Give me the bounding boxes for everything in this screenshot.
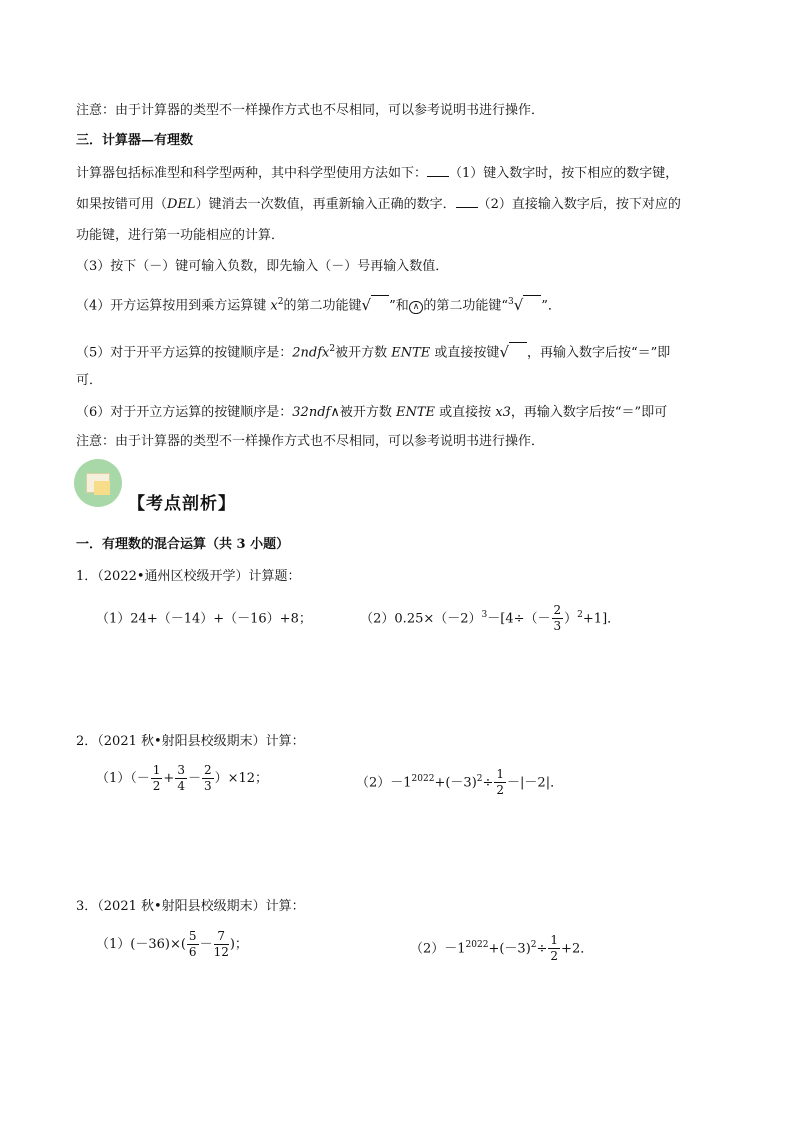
p6-text-c: 或直接按 xyxy=(435,405,496,420)
p4-text-a: （4）开方运算按用到乘方运算键 xyxy=(76,298,271,314)
q2-exp: 2022 xyxy=(411,774,435,784)
p1-text-e: （2）直接输入数字后，按下对应的 xyxy=(477,197,681,212)
paragraph-line-3: 功能键，进行第一功能相应的计算． xyxy=(76,228,285,243)
q2-part-2-c: ÷ xyxy=(482,775,494,791)
q3-part-2-d: +2． xyxy=(561,941,594,957)
paragraph-line-2 xyxy=(76,195,681,214)
q2-part-1-b: ）×12； xyxy=(214,771,269,786)
p1-text-c: 如果按错可用（ xyxy=(76,197,168,212)
question-3-part-1: （1）(－36)×( $\frac{5}{6}$ － $\frac{7}{12}$ )； xyxy=(96,929,248,959)
p6-code: 32ndf xyxy=(292,405,331,420)
p1-text-d: ）键消去一次数值，再重新输入正确的数字． xyxy=(195,197,456,212)
p5-ente: ENTE xyxy=(391,345,431,361)
p4-exp: 2 xyxy=(277,297,284,307)
q2-part-2-d: －|－2|． xyxy=(507,775,564,791)
p5-text-b: 被开方数 xyxy=(335,345,392,361)
q3-f2-num: 7 xyxy=(214,929,229,945)
p1-text-b: （1）键入数字时，按下相应的数字键， xyxy=(449,166,679,181)
question-1-title: 1．（2022•通州区校级开学）计算题： xyxy=(76,569,301,584)
sqrt-bar xyxy=(371,295,389,306)
paragraph-item-6 xyxy=(76,404,667,422)
p4-x: x xyxy=(270,298,278,314)
q2-f4-den: 2 xyxy=(496,783,505,798)
q3-f3-den: 2 xyxy=(550,949,559,964)
q2-f1-den: 2 xyxy=(152,779,161,793)
p4-text-d: 的第二功能键“ xyxy=(423,298,508,314)
question-2-part-2 xyxy=(356,762,563,800)
q1-part-2-e: +1]． xyxy=(582,611,621,627)
p5-text-d: ，再输入数字后按“＝”即 xyxy=(527,345,671,361)
section-title: 【考点剖析】 xyxy=(128,494,236,514)
p6-ente: ENTE xyxy=(396,405,436,420)
q2-f2-num: 3 xyxy=(177,763,185,777)
question-2-part-1: （1）（－ $\frac{1}{2}$ + $\frac{3}{4}$ － $\frac{2}{3}$ ）×12； xyxy=(96,763,269,793)
q2-exp-2: 2 xyxy=(476,774,483,784)
paragraph-item-5 xyxy=(76,340,670,362)
del-key: DEL xyxy=(167,197,196,212)
paragraph-item-5-cont: 可． xyxy=(76,373,103,388)
part-heading-1: 一．有理数的混合运算（共 3 小题） xyxy=(76,537,290,552)
p4-text-e: ”． xyxy=(541,298,561,314)
q2-frac-1 xyxy=(151,763,163,794)
p5-text-a: （5）对于开平方运算的按键顺序是： xyxy=(76,345,293,361)
q3-exp-2: 2 xyxy=(530,940,537,950)
notes-sheet-2 xyxy=(94,481,110,495)
blank-1 xyxy=(427,164,449,177)
section-heading-3: 三．计算器—有理数 xyxy=(76,133,194,148)
q3-part-2-b: +(－3) xyxy=(488,941,531,957)
paragraph-item-4 xyxy=(76,293,561,315)
q2-f2-den: 4 xyxy=(177,779,185,793)
q3-part-2-c: ÷ xyxy=(536,941,548,957)
q3-part-1-b: )； xyxy=(229,937,248,952)
paragraph-line-1 xyxy=(76,164,678,183)
p1-text-a: 计算器包括标准型和科学型两种，其中科学型使用方法如下： xyxy=(76,166,428,181)
q2-f3-den: 3 xyxy=(203,779,212,793)
q1-frac-num: 2 xyxy=(553,603,562,618)
q3-part-2-a: （2）－1 xyxy=(410,941,466,957)
paragraph-item-3: （3）按下（－）键可输入负数，即先输入（－）号再输入数值． xyxy=(76,259,449,274)
question-3-part-2 xyxy=(410,928,593,966)
p4-text-c: ”和 xyxy=(389,298,409,314)
question-3-title: 3．（2021 秋•射阳县校级期末）计算： xyxy=(76,899,305,914)
q2-part-2-a: （2）－1 xyxy=(356,775,412,791)
q1-fraction xyxy=(552,603,564,634)
sqrt-icon: √ xyxy=(361,296,372,315)
q2-part-2-b: +(－3) xyxy=(434,775,477,791)
q3-f2-den: 12 xyxy=(213,945,229,959)
q1-part-2-c: ） xyxy=(564,611,578,627)
question-1-parts xyxy=(96,598,620,636)
q3-exp: 2022 xyxy=(465,940,489,950)
q1-part-2-a: （2）0.25×（－2） xyxy=(360,611,482,627)
q3-part-1-a: （1）(－36)×( xyxy=(96,937,186,952)
cube-root-icon: √ xyxy=(513,296,524,315)
p5-code: 2ndfx xyxy=(292,345,330,361)
q3-frac-1 xyxy=(187,929,199,960)
q2-f4-num: 1 xyxy=(496,767,505,782)
q2-frac-2 xyxy=(175,763,187,794)
cube-root-bar xyxy=(523,295,541,306)
q3-f3-num: 1 xyxy=(550,933,559,948)
q3-f1-den: 6 xyxy=(188,945,197,959)
caret-key-icon: ∧ xyxy=(409,301,424,314)
note-line-2: 注意：由于计算器的类型不一样操作方式也不尽相同，可以参考说明书进行操作． xyxy=(76,434,545,449)
q1-part-1: （1）24+（－14）+（－16）+8； xyxy=(96,611,312,627)
q1-exp-2: 2 xyxy=(577,610,583,620)
p6-x3: x3 xyxy=(495,405,511,420)
p5-exp: 2 xyxy=(329,344,336,354)
sqrt-key-bar xyxy=(509,342,527,353)
p5-text-c: 或直接按键 xyxy=(430,345,500,361)
q1-part-2-b: －[4÷（－ xyxy=(487,611,551,627)
q2-part-1-a: （1）（－ xyxy=(96,771,150,786)
note-line-1: 注意：由于计算器的类型不一样操作方式也不尽相同，可以参考说明书进行操作． xyxy=(76,103,545,118)
q2-f3-num: 2 xyxy=(203,763,212,777)
p4-text-b: 的第二功能键 xyxy=(283,298,362,314)
q2-f1-num: 1 xyxy=(152,763,161,777)
blank-2 xyxy=(456,195,478,208)
p6-text-b: ∧被开方数 xyxy=(330,405,396,420)
q3-frac-3 xyxy=(548,933,560,964)
cube-root-index: 3 xyxy=(507,297,514,307)
notes-icon xyxy=(74,459,122,507)
q2-frac-4 xyxy=(494,767,506,798)
p6-text-a: （6）对于开立方运算的按键顺序是： xyxy=(76,405,293,420)
q1-frac-den: 3 xyxy=(553,619,562,634)
q2-frac-3 xyxy=(202,763,214,794)
question-2-title: 2．（2021 秋•射阳县校级期末）计算： xyxy=(76,734,305,749)
p6-text-d: ，再输入数字后按“＝”即可 xyxy=(510,405,668,420)
q3-frac-2 xyxy=(214,929,229,960)
sqrt-key-icon: √ xyxy=(499,343,509,362)
q3-f1-num: 5 xyxy=(188,929,197,943)
q1-exp: 3 xyxy=(481,610,488,620)
